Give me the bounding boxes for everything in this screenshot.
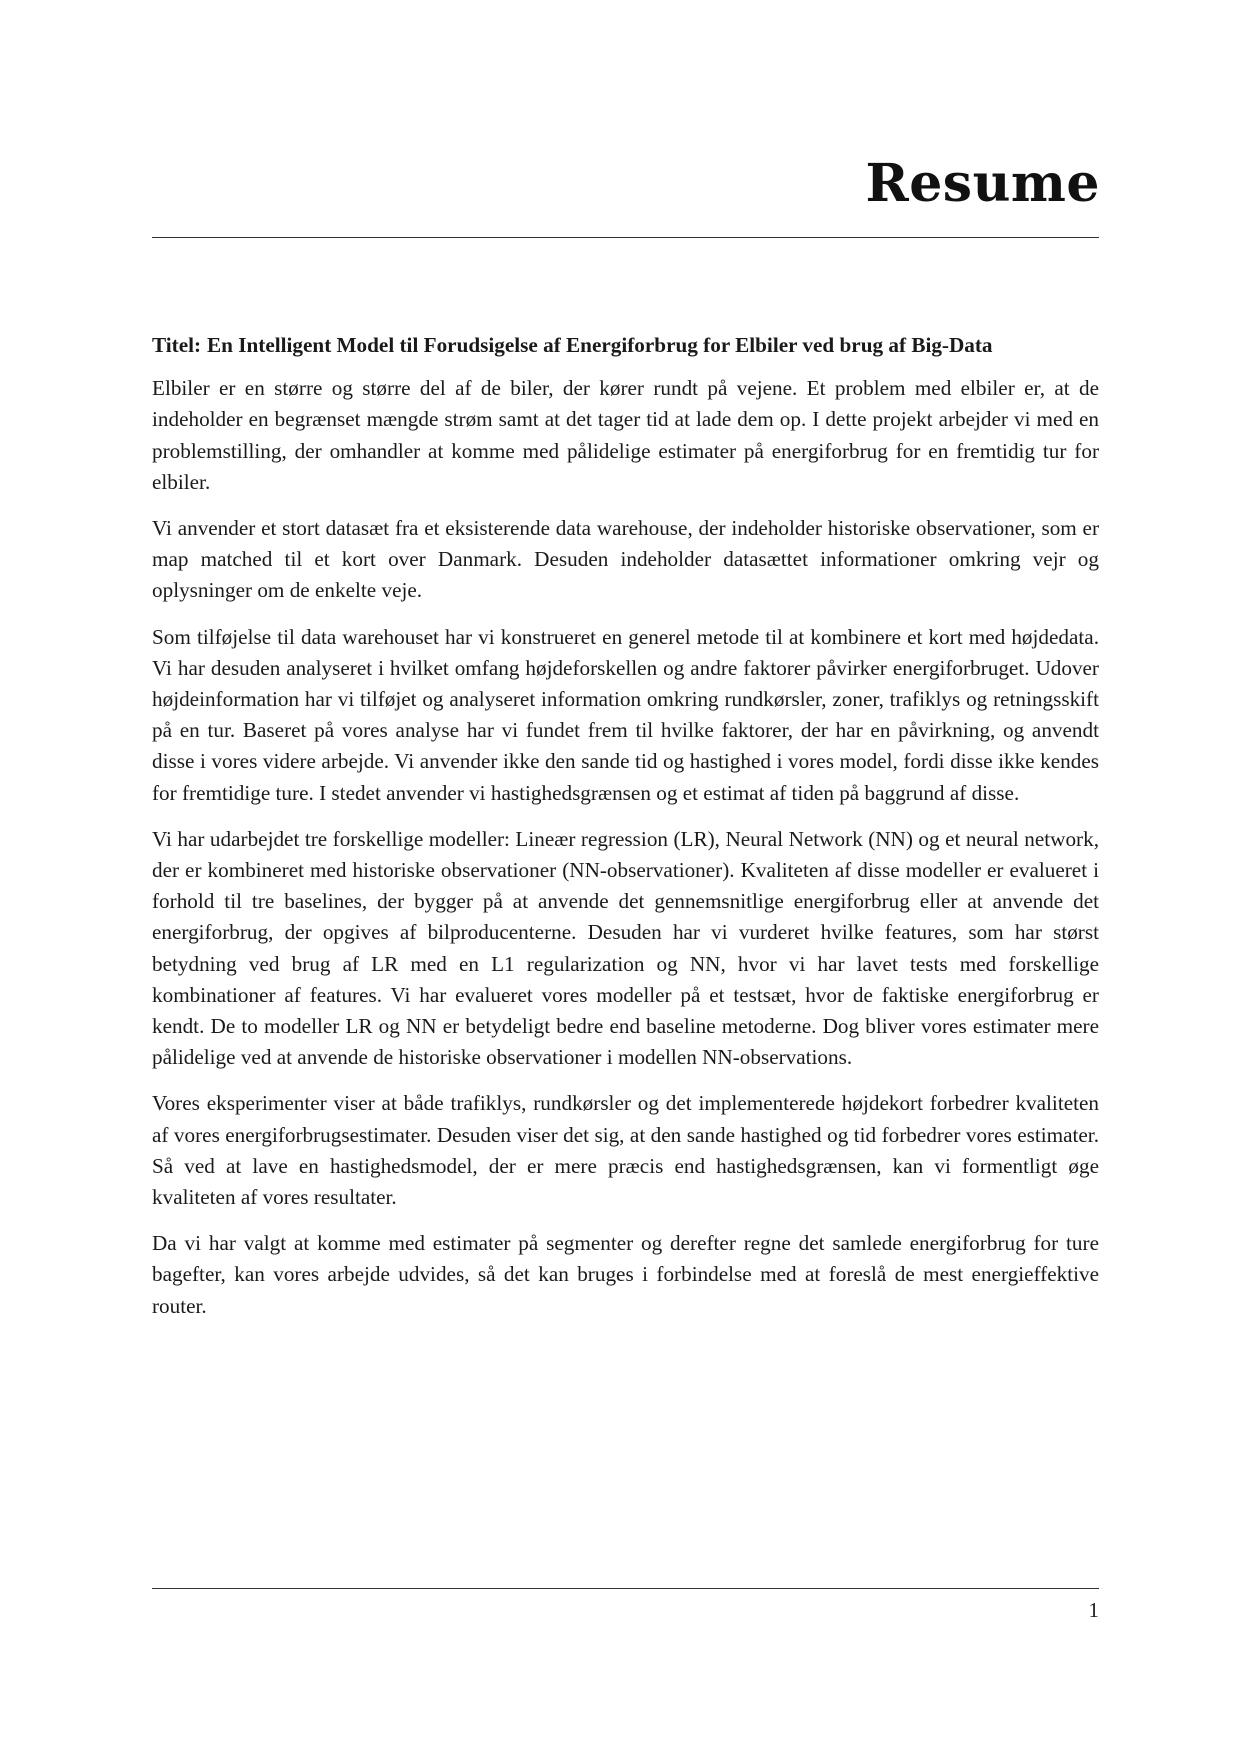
document-title: [152, 330, 1099, 361]
document-title-label: Titel:: [152, 333, 202, 357]
paragraph-method: Som tilføjelse til data warehouset har vi konstrueret en generel metode til at kombinere et kort med højdedata. Vi har desuden analyseret i hvilket omfang højdeforskellen og andre faktorer påvirker energiforbruget. Udover højdeinformation har vi tilføjet og analyseret information omkring rundkørsler, zoner, trafiklys og retningsskift på en tur. Baseret på vores analyse har vi fundet frem til hvilke faktorer, der har en påvirkning, og anvendt disse i vores videre arbejde. Vi anvender ikke den sande tid og hastighed i vores model, fordi disse ikke kendes for fremtidige ture. I stedet anvender vi hastighedsgrænsen og et estimat af tiden på baggrund af disse.: [152, 624, 1099, 805]
paragraph-intro: Elbiler er en større og større del af de biler, der kører rundt på vejene. Et problem med elbiler er, at de indeholder en begrænset mængde strøm samt at det tager tid at lade dem op. I dette projekt arbejder vi med en problemstilling, der omhandler at komme med pålidelige estimater på energiforbrug for en fremtidig tur for elbiler.: [152, 376, 1099, 494]
footer-divider: [152, 1588, 1099, 1589]
resume-body: [152, 330, 1099, 1337]
paragraph-experiments: Vores eksperimenter viser at både trafiklys, rundkørsler og det implementerede højdekort forbedrer kvaliteten af vores energiforbrugsestimater. Desuden viser det sig, at den sande hastighed og tid forbedrer vores estimater. Så ved at lave en hastighedsmodel, der er mere præcis end hastighedsgrænsen, kan vi formentligt øge kvaliteten af vores resultater.: [152, 1091, 1099, 1210]
paragraph-models: Vi har udarbejdet tre forskellige modeller: Lineær regression (LR), Neural Network (NN) og et neural network, der er kombineret med historiske observationer (NN-observationer). Kvaliteten af disse modeller er evalueret i forhold til tre baselines, der bygger på at anvende det gennemsnitlige energiforbrug eller at anvende det energiforbrug, der opgives af bilproducenterne. Desuden har vi vurderet hvilke features, som har størst betydning ved brug af LR med en L1 regularization og NN, hvor vi har lavet tests med forskellige kombinationer af features. Vi har evalueret vores modeller på et testsæt, hvor de faktiske energiforbrug er kendt. De to modeller LR og NN er betydeligt bedre end baseline metoderne. Dog bliver vores estimater mere pålidelige ved at anvende de historiske observationer i modellen NN-observations.: [152, 826, 1099, 1070]
title-divider: [152, 237, 1099, 238]
chapter-title: Resume: [865, 153, 1100, 214]
document-title-text: En Intelligent Model til Forudsigelse af Energiforbrug for Elbiler ved brug af Big-Data: [207, 333, 993, 357]
page-number: 1: [1088, 1598, 1099, 1622]
paragraph-future-work: Da vi har valgt at komme med estimater på segmenter og derefter regne det samlede energiforbrug for ture bagefter, kan vores arbejde udvides, så det kan bruges i forbindelse med at foreslå de mest energieffektive router.: [152, 1231, 1099, 1318]
paragraph-dataset: Vi anvender et stort datasæt fra et eksisterende data warehouse, der indeholder historiske observationer, som er map matched til et kort over Danmark. Desuden indeholder datasættet informationer omkring vejr og oplysninger om de enkelte veje.: [152, 516, 1099, 603]
